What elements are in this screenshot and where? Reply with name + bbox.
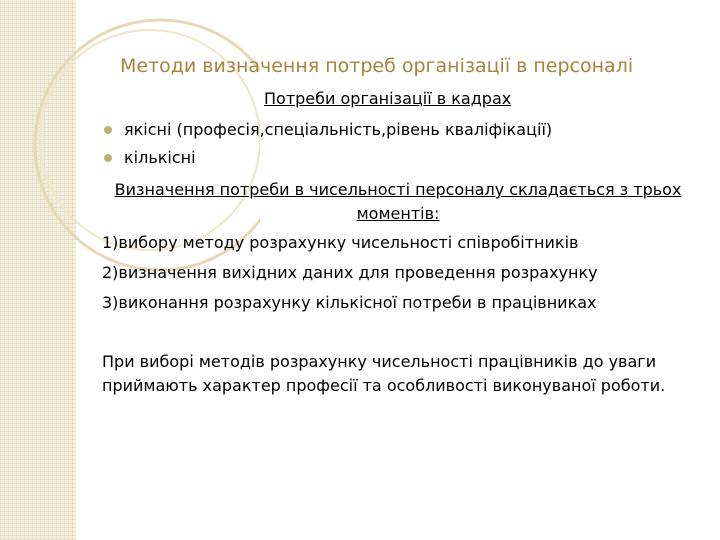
- bullet-dot-icon: [104, 126, 112, 134]
- step-item: 3)виконання розрахунку кількісної потреби в працівниках: [102, 293, 597, 312]
- list-item-text: якісні (професія,спеціальність,рівень кваліфікації): [124, 120, 553, 139]
- note-paragraph: При виборі методів розрахунку чисельності працівників до уваги приймають характер професії та особливості виконуваної роботи.: [102, 352, 666, 395]
- list-item-text: кількісні: [124, 148, 196, 167]
- steps-list: [102, 230, 598, 320]
- list-item: [104, 118, 552, 146]
- step-item: 2)визначення вихідних даних для проведення розрахунку: [102, 263, 598, 282]
- bullet-dot-icon: [104, 154, 112, 162]
- slide-title: Методи визначення потреб організації в персоналі: [120, 55, 634, 77]
- step-item: 1)вибору методу розрахунку чисельності співробітників: [102, 233, 579, 252]
- list-item: [104, 146, 552, 174]
- subheading: Потреби організації в кадрах: [264, 89, 512, 108]
- definition-text: Визначення потреби в чисельності персоналу складається з трьох моментів:: [114, 180, 682, 223]
- needs-list: [104, 118, 552, 174]
